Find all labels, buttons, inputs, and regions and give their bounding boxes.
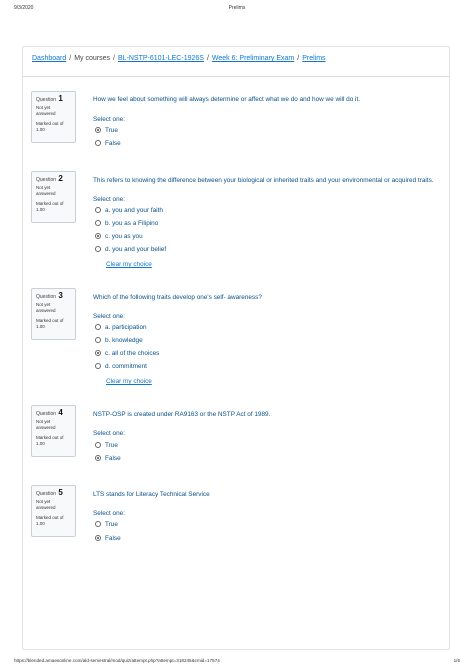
- question-number: 3: [58, 291, 63, 300]
- print-header: [0, 5, 474, 15]
- question-label: Question: [36, 97, 57, 103]
- radio-button[interactable]: [95, 350, 101, 356]
- breadcrumb: [32, 55, 442, 67]
- question-info-1: [31, 91, 76, 143]
- radio-button[interactable]: [95, 324, 101, 330]
- option-q2-c[interactable]: [95, 231, 143, 241]
- radio-button[interactable]: [95, 455, 101, 461]
- question-number: 1: [58, 94, 63, 103]
- print-date: 9/3/2020: [14, 5, 34, 11]
- option-label: True: [105, 441, 118, 449]
- print-url: https://blended.amaesonline.com/ald-semestral/mod/quiz/attempt.php?attempt=318245&cmid=17574: [14, 658, 220, 663]
- question-state: Not yet answered: [36, 499, 56, 510]
- question-grade: Marked out of 1.00: [36, 515, 64, 526]
- question-grade: Marked out of 1.00: [36, 121, 64, 132]
- option-label: c. you as you: [105, 232, 143, 240]
- divider: [22, 76, 450, 77]
- breadcrumb-separator: /: [69, 55, 72, 62]
- select-one-label: Select one:: [93, 116, 125, 123]
- clear-choice-link[interactable]: Clear my choice: [106, 378, 152, 385]
- select-one-label: Select one:: [93, 430, 125, 437]
- breadcrumb-separator: /: [297, 55, 300, 62]
- option-q5-false[interactable]: [95, 533, 121, 543]
- radio-button[interactable]: [95, 535, 101, 541]
- clear-choice-link[interactable]: Clear my choice: [106, 261, 152, 268]
- breadcrumb-dashboard[interactable]: Dashboard: [32, 55, 67, 62]
- radio-button[interactable]: [95, 140, 101, 146]
- option-label: d. commitment: [105, 362, 147, 370]
- question-state: Not yet answered: [36, 302, 56, 313]
- option-label: False: [105, 454, 121, 462]
- question-text-3: Which of the following traits develop one's self- awareness?: [93, 294, 262, 301]
- select-one-label: Select one:: [93, 510, 125, 517]
- question-grade: Marked out of 1.00: [36, 318, 64, 329]
- question-info-3: [31, 288, 76, 340]
- breadcrumb-separator: /: [113, 55, 115, 62]
- option-q5-true[interactable]: [95, 519, 118, 529]
- radio-button[interactable]: [95, 220, 101, 226]
- option-q3-a[interactable]: [95, 322, 147, 332]
- option-label: a. participation: [105, 323, 147, 331]
- question-text-4: NSTP-OSP is created under RA9163 or the NSTP Act of 1989.: [93, 411, 271, 418]
- radio-button[interactable]: [95, 233, 101, 239]
- option-q3-c[interactable]: [95, 348, 159, 358]
- option-label: b. you as a Filipino: [105, 219, 159, 227]
- breadcrumb-my-courses: My courses: [74, 55, 110, 62]
- question-label: Question: [36, 294, 57, 300]
- option-label: d. you and your belief: [105, 245, 167, 253]
- option-label: False: [105, 534, 121, 542]
- question-state: Not yet answered: [36, 105, 56, 116]
- option-q4-true[interactable]: [95, 440, 118, 450]
- option-label: c. all of the choices: [105, 349, 160, 357]
- radio-button[interactable]: [95, 246, 101, 252]
- radio-button[interactable]: [95, 337, 101, 343]
- option-q1-false[interactable]: [95, 138, 121, 148]
- radio-button[interactable]: [95, 521, 101, 527]
- option-label: b. knowledge: [105, 336, 143, 344]
- question-text-5: LTS stands for Literacy Technical Service: [93, 491, 210, 498]
- question-number: 5: [58, 488, 63, 497]
- print-footer: [0, 658, 474, 668]
- question-state: Not yet answered: [36, 185, 56, 196]
- option-q3-b[interactable]: [95, 335, 143, 345]
- option-q2-b[interactable]: [95, 218, 158, 228]
- question-label: Question: [36, 411, 57, 417]
- question-info-4: [31, 405, 76, 457]
- select-one-label: Select one:: [93, 313, 125, 320]
- breadcrumb-quiz[interactable]: Prelims: [302, 55, 326, 62]
- print-title: Prelims: [228, 5, 246, 11]
- radio-button[interactable]: [95, 127, 101, 133]
- question-label: Question: [36, 491, 57, 497]
- radio-button[interactable]: [95, 207, 101, 213]
- radio-button[interactable]: [95, 363, 101, 369]
- option-label: True: [105, 126, 118, 134]
- option-q2-a[interactable]: [95, 205, 163, 215]
- option-q1-true[interactable]: [95, 125, 118, 135]
- question-text-1: How we feel about something will always determine or affect what we do and how we will do it.: [93, 96, 361, 103]
- question-number: 4: [58, 408, 63, 417]
- question-grade: Marked out of 1.00: [36, 201, 64, 212]
- page-frame: [22, 46, 450, 650]
- question-state: Not yet answered: [36, 419, 56, 430]
- print-page-number: 1/6: [453, 658, 460, 663]
- radio-button[interactable]: [95, 442, 101, 448]
- question-label: Question: [36, 177, 57, 183]
- breadcrumb-week[interactable]: Week 6: Preliminary Exam: [211, 55, 295, 62]
- question-grade: Marked out of 1.00: [36, 435, 64, 446]
- option-label: a. you and your faith: [105, 206, 163, 214]
- question-number: 2: [58, 174, 63, 183]
- breadcrumb-separator: /: [206, 55, 209, 62]
- question-info-2: [31, 171, 76, 223]
- question-text-2: This refers to knowing the difference between your biological or inherited traits and your environmental or acquired traits.: [93, 177, 434, 184]
- question-info-5: [31, 485, 76, 537]
- breadcrumb-course[interactable]: BL-NSTP-6101-LEC-1926S: [117, 55, 204, 62]
- option-label: False: [105, 139, 121, 147]
- select-one-label: Select one:: [93, 196, 125, 203]
- option-q2-d[interactable]: [95, 244, 166, 254]
- option-label: True: [105, 520, 118, 528]
- option-q3-d[interactable]: [95, 361, 147, 371]
- option-q4-false[interactable]: [95, 453, 121, 463]
